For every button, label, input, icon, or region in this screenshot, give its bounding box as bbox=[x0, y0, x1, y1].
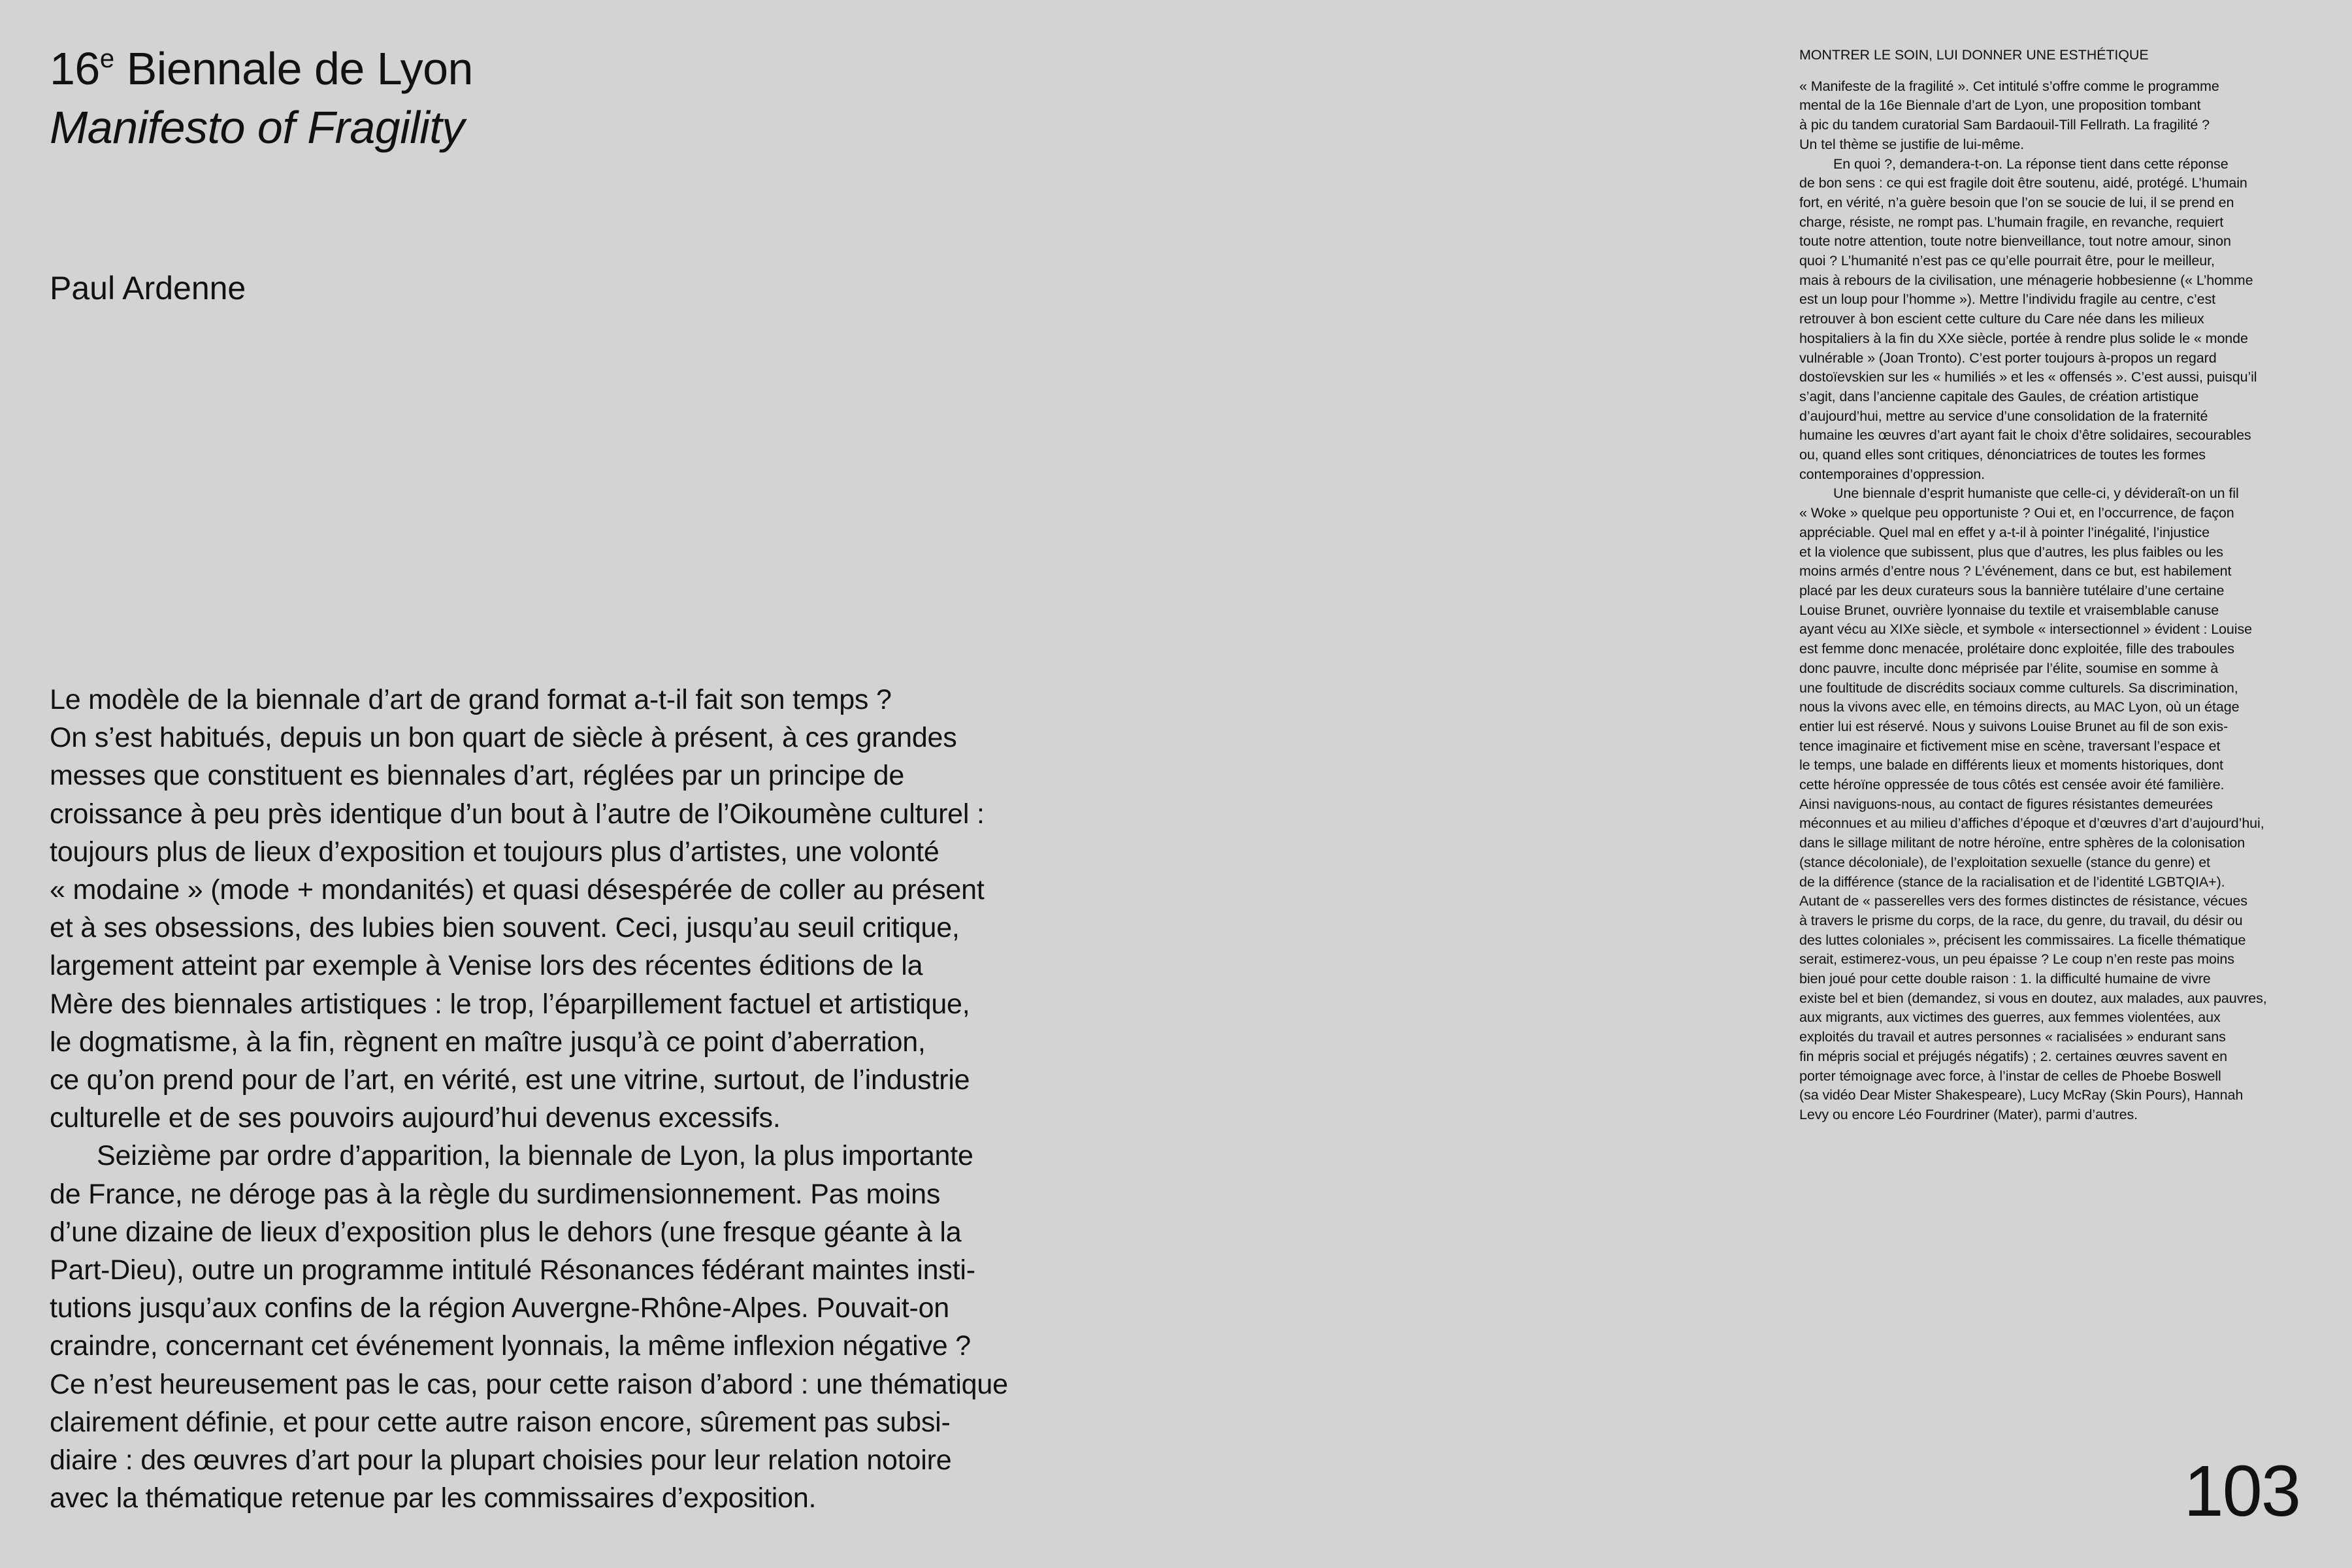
side-line: (sa vidéo Dear Mister Shakespeare), Lucy McRay (Skin Pours), Hannah bbox=[1799, 1087, 2244, 1103]
side-line: de la différence (stance de la racialisation et de l’identité LGBTQIA+). bbox=[1799, 874, 2225, 890]
side-line: fort, en vérité, n’a guère besoin que l’on se soucie de lui, il se prend en bbox=[1799, 194, 2234, 210]
body-line: Mère des biennales artistiques : le trop, l’éparpillement factuel et artistique, bbox=[50, 988, 970, 1020]
body-line: d’une dizaine de lieux d’exposition plus le dehors (une fresque géante à la bbox=[50, 1216, 962, 1248]
body-line: le dogmatisme, à la fin, règnent en maître jusqu’à ce point d’aberration, bbox=[50, 1026, 926, 1058]
side-line: nous la vivons avec elle, en témoins directs, au MAC Lyon, où un étage bbox=[1799, 699, 2240, 715]
side-line: quoi ? L’humanité n’est pas ce qu’elle pourrait être, pour le meilleur, bbox=[1799, 253, 2215, 269]
body-line: croissance à peu près identique d’un bout à l’autre de l’Oikoumène culturel : bbox=[50, 798, 985, 830]
side-line: mais à rebours de la civilisation, une ménagerie hobbesienne (« L’homme bbox=[1799, 272, 2253, 288]
side-line: charge, résiste, ne rompt pas. L’humain fragile, en revanche, requiert bbox=[1799, 214, 2224, 230]
body-line: diaire : des œuvres d’art pour la plupart choisies pour leur relation notoire bbox=[50, 1445, 952, 1477]
side-line: porter témoignage avec force, à l’instar de celles de Phoebe Boswell bbox=[1799, 1068, 2221, 1084]
side-line: contemporaines d’oppression. bbox=[1799, 466, 1985, 482]
side-column-body bbox=[1799, 77, 2309, 1125]
side-line: retrouver à bon escient cette culture du Care née dans les milieux bbox=[1799, 311, 2204, 327]
side-line: Louise Brunet, ouvrière lyonnaise du textile et vraisemblable canuse bbox=[1799, 602, 2219, 618]
side-line: bien joué pour cette double raison : 1. la difficulté humaine de vivre bbox=[1799, 971, 2211, 987]
side-line: Autant de « passerelles vers des formes distinctes de résistance, vécues bbox=[1799, 893, 2247, 909]
side-line: humaine les œuvres d’art ayant fait le choix d’être solidaires, secourables bbox=[1799, 427, 2251, 444]
side-line: Un tel thème se justifie de lui-même. bbox=[1799, 136, 2025, 152]
title-text: Biennale de Lyon bbox=[114, 43, 473, 94]
body-line: et à ses obsessions, des lubies bien souvent. Ceci, jusqu’au seuil critique, bbox=[50, 912, 960, 944]
side-line: dans le sillage militant de notre héroïne, entre sphères de la colonisation bbox=[1799, 835, 2246, 851]
side-column bbox=[1799, 46, 2309, 1125]
side-line: cette héroïne oppressée de tous côtés est censée avoir été familière. bbox=[1799, 777, 2225, 793]
side-line: (stance décoloniale), de l’exploitation sexuelle (stance du genre) et bbox=[1799, 854, 2210, 870]
body-line: avec la thématique retenue par les commissaires d’exposition. bbox=[50, 1482, 817, 1514]
side-line: à travers le prisme du corps, de la race, du genre, du travail, du désir ou bbox=[1799, 912, 2243, 928]
body-line: Part-Dieu), outre un programme intitulé Résonances fédérant maintes insti- bbox=[50, 1254, 975, 1286]
side-line: et la violence que subissent, plus que d’autres, les plus faibles ou les bbox=[1799, 544, 2223, 560]
side-line: s’agit, dans l’ancienne capitale des Gaules, de création artistique bbox=[1799, 388, 2199, 404]
article-subtitle: Manifesto of Fragility bbox=[50, 102, 465, 153]
side-line: « Woke » quelque peu opportuniste ? Oui et, en l’occurrence, de façon bbox=[1799, 505, 2234, 521]
body-line: Seizième par ordre d’apparition, la biennale de Lyon, la plus importante bbox=[97, 1140, 973, 1172]
side-line: Une biennale d’esprit humaniste que celle-ci, y dévideraît-on un fil bbox=[1833, 485, 2239, 502]
body-line: messes que constituent es biennales d’art, réglées par un principe de bbox=[50, 760, 905, 792]
side-line: des luttes coloniales », précisent les commissaires. La ficelle thématique bbox=[1799, 932, 2246, 948]
side-line: Ainsi naviguons-nous, au contact de figures résistantes demeurées bbox=[1799, 796, 2213, 812]
side-line: entier lui est réservé. Nous y suivons Louise Brunet au fil de son exis- bbox=[1799, 718, 2229, 734]
side-line: serait, estimerez-vous, un peu épaisse ? Le coup n’en reste pas moins bbox=[1799, 951, 2234, 968]
side-line: mental de la 16e Biennale d’art de Lyon, une proposition tombant bbox=[1799, 97, 2201, 114]
article-header bbox=[50, 39, 1030, 157]
body-line: culturelle et de ses pouvoirs aujourd’hui devenus excessifs. bbox=[50, 1102, 781, 1134]
side-line: En quoi ?, demandera-t-on. La réponse tient dans cette réponse bbox=[1833, 155, 2229, 172]
side-line: le temps, une balade en différents lieux et moments historiques, dont bbox=[1799, 757, 2223, 774]
side-line: de bon sens : ce qui est fragile doit être soutenu, aidé, protégé. L’humain bbox=[1799, 175, 2247, 191]
main-body-text bbox=[50, 681, 1095, 1517]
title-superscript: e bbox=[99, 44, 114, 73]
side-line: fin mépris social et préjugés négatifs) ; 2. certaines œuvres savent en bbox=[1799, 1048, 2227, 1064]
side-line: exploités du travail et autres personnes « racialisées » endurant sans bbox=[1799, 1029, 2226, 1045]
article-title bbox=[50, 39, 1030, 98]
side-line: à pic du tandem curatorial Sam Bardaouil-Till Fellrath. La fragilité ? bbox=[1799, 117, 2210, 133]
side-line: hospitaliers à la fin du XXe siècle, portée à rendre plus solide le « monde bbox=[1799, 330, 2248, 346]
side-line: donc pauvre, inculte donc méprisée par l’élite, soumise en somme à bbox=[1799, 660, 2219, 676]
side-line: existe bel et bien (demandez, si vous en doutez, aux malades, aux pauvres, bbox=[1799, 990, 2267, 1006]
side-column-heading: MONTRER LE SOIN, LUI DONNER UNE ESTHÉTIQUE bbox=[1799, 47, 2149, 63]
body-line: ce qu’on prend pour de l’art, en vérité, est une vitrine, surtout, de l’industrie bbox=[50, 1064, 970, 1096]
title-number: 16 bbox=[50, 43, 100, 94]
side-line: ayant vécu au XIXe siècle, et symbole « intersectionnel » évident : Louise bbox=[1799, 621, 2252, 638]
side-line: placé par les deux curateurs sous la bannière tutélaire d’une certaine bbox=[1799, 582, 2225, 598]
side-line: d’aujourd’hui, mettre au service d’une consolidation de la fraternité bbox=[1799, 408, 2208, 424]
body-line: On s’est habitués, depuis un bon quart de siècle à présent, à ces grandes bbox=[50, 722, 957, 754]
side-line: est femme donc menacée, prolétaire donc exploitée, fille des traboules bbox=[1799, 641, 2234, 657]
side-line: moins armés d’entre nous ? L’événement, dans ce but, est habilement bbox=[1799, 563, 2232, 580]
author-name: Paul Ardenne bbox=[50, 270, 246, 306]
side-line: est un loup pour l’homme »). Mettre l’individu fragile au centre, c’est bbox=[1799, 291, 2216, 308]
side-line: appréciable. Quel mal en effet y a-t-il à pointer l’inégalité, l’injustice bbox=[1799, 524, 2210, 540]
body-line: craindre, concernant cet événement lyonnais, la même inflexion négative ? bbox=[50, 1330, 971, 1362]
body-line: « modaine » (mode + mondanités) et quasi désespérée de coller au présent bbox=[50, 874, 985, 906]
side-line: aux migrants, aux victimes des guerres, aux femmes violentées, aux bbox=[1799, 1009, 2221, 1026]
side-line: tence imaginaire et fictivement mise en scène, traversant l’espace et bbox=[1799, 738, 2221, 754]
body-line: Ce n’est heureusement pas le cas, pour cette raison d’abord : une thématique bbox=[50, 1368, 1008, 1400]
side-line: ou, quand elles sont critiques, dénonciatrices de toutes les formes bbox=[1799, 447, 2206, 463]
side-line: toute notre attention, toute notre bienveillance, tout notre amour, sinon bbox=[1799, 233, 2231, 250]
side-line: une foultitude de discrédits sociaux comme culturels. Sa discrimination, bbox=[1799, 679, 2238, 696]
side-line: dostoïevskien sur les « humiliés » et les « offensés ». C’est aussi, puisqu’il bbox=[1799, 369, 2257, 385]
side-line: « Manifeste de la fragilité ». Cet intitulé s’offre comme le programme bbox=[1799, 78, 2219, 94]
side-line: méconnues et au milieu d’affiches d’époque et d’œuvres d’art d’aujourd’hui, bbox=[1799, 815, 2264, 832]
body-line: tutions jusqu’aux confins de la région Auvergne-Rhône-Alpes. Pouvait-on bbox=[50, 1292, 950, 1324]
body-line: toujours plus de lieux d’exposition et toujours plus d’artistes, une volonté bbox=[50, 836, 939, 868]
side-line: Levy ou encore Léo Fourdriner (Mater), parmi d’autres. bbox=[1799, 1106, 2138, 1122]
page-number: 103 bbox=[2183, 1451, 2300, 1531]
side-line: vulnérable » (Joan Tronto). C’est porter toujours à-propos un regard bbox=[1799, 350, 2217, 366]
body-line: largement atteint par exemple à Venise lors des récentes éditions de la bbox=[50, 950, 923, 982]
body-line: de France, ne déroge pas à la règle du surdimensionnement. Pas moins bbox=[50, 1178, 941, 1210]
body-line: clairement définie, et pour cette autre raison encore, sûrement pas subsi- bbox=[50, 1406, 951, 1438]
body-line: Le modèle de la biennale d’art de grand format a-t-il fait son temps ? bbox=[50, 684, 892, 715]
